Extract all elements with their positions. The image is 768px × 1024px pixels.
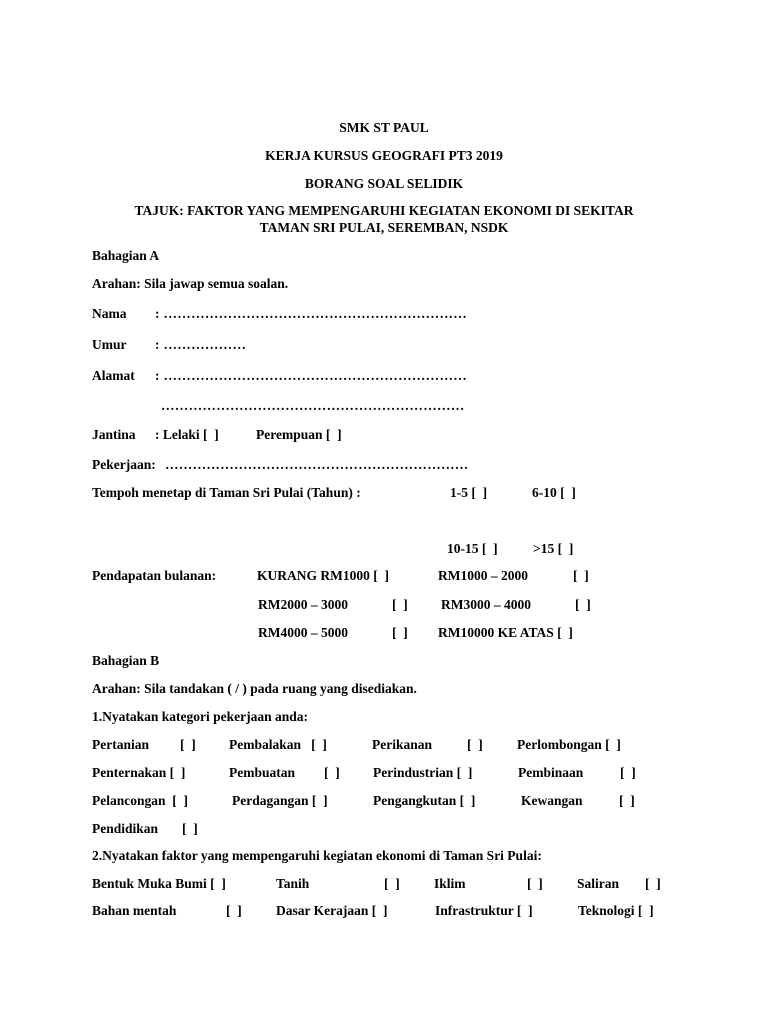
factor-saliran-label: Saliran: [577, 876, 620, 891]
option-pembalakan-checkbox[interactable]: Pembalakan [ ]: [229, 737, 327, 752]
factor-bahan-mentah-checkbox[interactable]: [ ]: [226, 903, 242, 918]
income-3000-4000-label: RM3000 – 4000: [441, 597, 531, 612]
factor-tanih-checkbox[interactable]: [ ]: [384, 876, 400, 891]
question-1: 1.Nyatakan kategori pekerjaan anda:: [92, 709, 309, 724]
factor-iklim-checkbox[interactable]: [ ]: [527, 876, 543, 891]
option-kewangan-label: Kewangan: [521, 793, 583, 808]
option-perindustrian-checkbox[interactable]: Perindustrian [ ]: [373, 765, 473, 780]
tempoh-1-5-checkbox[interactable]: 1-5 [ ]: [450, 485, 488, 500]
factor-iklim-label: Iklim: [434, 876, 466, 891]
tempoh-over-15-checkbox[interactable]: >15 [ ]: [533, 541, 574, 556]
tempoh-label: Tempoh menetap di Taman Sri Pulai (Tahun) :: [92, 485, 361, 500]
option-pendidikan-checkbox[interactable]: [ ]: [182, 821, 198, 836]
option-pembinaan-checkbox[interactable]: [ ]: [620, 765, 636, 780]
income-4000-5000-checkbox[interactable]: [ ]: [392, 625, 408, 640]
alamat-field-line-2[interactable]: …………………………………………………………: [161, 398, 465, 413]
topic-line-2: TAMAN SRI PULAI, SEREMBAN, NSDK: [259, 220, 509, 235]
income-10000-above-checkbox[interactable]: RM10000 KE ATAS [ ]: [438, 625, 573, 640]
income-1000-2000-label: RM1000 – 2000: [438, 568, 528, 583]
course-title: KERJA KURSUS GEOGRAFI PT3 2019: [265, 148, 503, 163]
nama-field[interactable]: : …………………………………………………………: [155, 306, 468, 321]
alamat-field[interactable]: : …………………………………………………………: [155, 368, 468, 383]
income-below-1000-checkbox[interactable]: KURANG RM1000 [ ]: [257, 568, 389, 583]
tempoh-6-10-checkbox[interactable]: 6-10 [ ]: [532, 485, 576, 500]
lelaki-checkbox[interactable]: : Lelaki [ ]: [155, 427, 219, 442]
form-title: BORANG SOAL SELIDIK: [304, 176, 464, 191]
pendapatan-label: Pendapatan bulanan:: [92, 568, 217, 583]
factor-bentuk-muka-bumi-checkbox[interactable]: Bentuk Muka Bumi [ ]: [92, 876, 226, 891]
pekerjaan-field[interactable]: …………………………………………………………: [165, 457, 469, 472]
alamat-label: Alamat: [92, 368, 135, 383]
option-perdagangan-checkbox[interactable]: Perdagangan [ ]: [232, 793, 328, 808]
option-pembuatan-checkbox[interactable]: [ ]: [324, 765, 340, 780]
factor-dasar-kerajaan-checkbox[interactable]: Dasar Kerajaan [ ]: [276, 903, 388, 918]
factor-teknologi-checkbox[interactable]: Teknologi [ ]: [578, 903, 654, 918]
option-kewangan-checkbox[interactable]: [ ]: [619, 793, 635, 808]
jantina-label: Jantina: [92, 427, 136, 442]
topic-line-1: TAJUK: FAKTOR YANG MEMPENGARUHI KEGIATAN EKONOMI DI SEKITAR: [134, 203, 634, 218]
nama-label: Nama: [92, 306, 127, 321]
option-pertanian-label: Pertanian: [92, 737, 149, 752]
option-perlombongan-checkbox[interactable]: Perlombongan [ ]: [517, 737, 621, 752]
umur-label: Umur: [92, 337, 127, 352]
section-a-title: Bahagian A: [92, 248, 160, 263]
section-a-instruction: Arahan: Sila jawap semua soalan.: [92, 276, 289, 291]
income-2000-3000-label: RM2000 – 3000: [258, 597, 348, 612]
factor-bahan-mentah-label: Bahan mentah: [92, 903, 177, 918]
factor-tanih-label: Tanih: [276, 876, 310, 891]
option-perikanan-label: Perikanan: [372, 737, 433, 752]
income-1000-2000-checkbox[interactable]: [ ]: [573, 568, 589, 583]
section-b-title: Bahagian B: [92, 653, 160, 668]
factor-saliran-checkbox[interactable]: [ ]: [645, 876, 661, 891]
option-pertanian-checkbox[interactable]: [ ]: [180, 737, 196, 752]
income-4000-5000-label: RM4000 – 5000: [258, 625, 348, 640]
factor-infrastruktur-checkbox[interactable]: Infrastruktur [ ]: [435, 903, 533, 918]
option-pembuatan-label: Pembuatan: [229, 765, 296, 780]
pekerjaan-label: Pekerjaan:: [92, 457, 156, 472]
section-b-instruction: Arahan: Sila tandakan ( / ) pada ruang yang disediakan.: [92, 681, 417, 696]
option-penternakan-checkbox[interactable]: Penternakan [ ]: [92, 765, 186, 780]
question-2: 2.Nyatakan faktor yang mempengaruhi kegiatan ekonomi di Taman Sri Pulai:: [92, 848, 542, 863]
option-pengangkutan-checkbox[interactable]: Pengangkutan [ ]: [373, 793, 476, 808]
tempoh-10-15-checkbox[interactable]: 10-15 [ ]: [447, 541, 498, 556]
umur-field[interactable]: : ………………: [155, 337, 247, 352]
option-perikanan-checkbox[interactable]: [ ]: [467, 737, 483, 752]
income-3000-4000-checkbox[interactable]: [ ]: [575, 597, 591, 612]
income-2000-3000-checkbox[interactable]: [ ]: [392, 597, 408, 612]
perempuan-checkbox[interactable]: Perempuan [ ]: [256, 427, 342, 442]
option-pelancongan-checkbox[interactable]: Pelancongan [ ]: [92, 793, 188, 808]
option-pembinaan-label: Pembinaan: [518, 765, 584, 780]
option-pendidikan-label: Pendidikan: [92, 821, 159, 836]
school-name: SMK ST PAUL: [339, 120, 429, 135]
